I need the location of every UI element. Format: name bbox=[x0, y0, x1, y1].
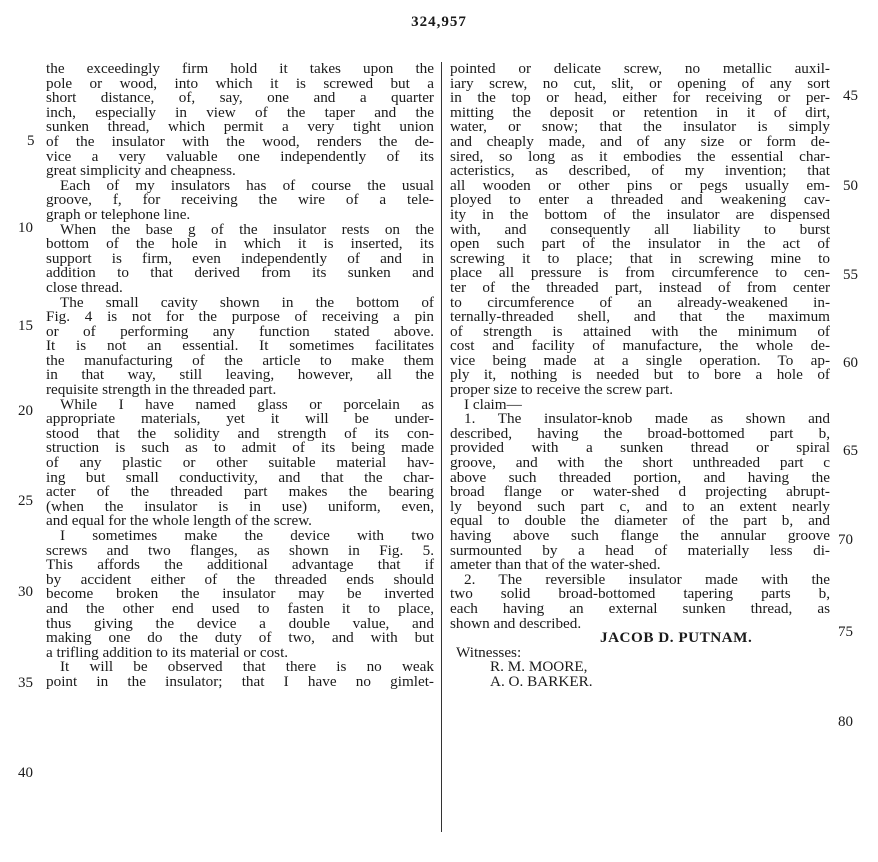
line-number-65: 65 bbox=[843, 443, 858, 459]
text-line: thus giving the device a double value, and bbox=[46, 614, 434, 632]
line-number-50: 50 bbox=[843, 178, 858, 194]
text-line: screwing it to place; that in screwing mine to bbox=[450, 249, 830, 267]
patent-number: 324,957 bbox=[411, 14, 467, 30]
text-line: vice being made at a single operation. To ap- bbox=[450, 351, 830, 369]
text-line: Each of my insulators has of course the usual bbox=[60, 176, 434, 194]
line-number-25: 25 bbox=[18, 493, 33, 509]
text-line: stood that the solidity and strength of its con- bbox=[46, 424, 434, 442]
text-line: I sometimes make the device with two bbox=[60, 527, 434, 544]
text-line: struction is such as to admit of its being made bbox=[46, 439, 434, 457]
text-line: to circumference of an already-weakened in- bbox=[450, 293, 830, 311]
text-line: ameter than that of the water-shed. bbox=[450, 556, 661, 574]
text-line: of any plastic or other suitable material hav- bbox=[46, 454, 434, 472]
text-line: While I have named glass or porcelain as bbox=[60, 395, 434, 413]
text-line: in that way, still leaving, however, all the bbox=[46, 366, 434, 384]
text-line: support is firm, even independently of and in bbox=[46, 249, 434, 267]
text-line: inch, especially in view of the taper and the bbox=[46, 103, 434, 121]
text-line: in the top or head, either for receiving or per- bbox=[450, 89, 830, 107]
text-line: vice a very valuable one independently of its bbox=[46, 147, 434, 165]
text-line: ply it, nothing is needed but to bore a hole of bbox=[450, 366, 830, 384]
text-line: screws and two flanges, as shown in Fig. 5. bbox=[46, 541, 434, 559]
text-line: 1. The insulator-knob made as shown and bbox=[464, 410, 830, 428]
line-number-75: 75 bbox=[838, 624, 853, 640]
right-text-column bbox=[450, 62, 830, 690]
line-number-40: 40 bbox=[18, 765, 33, 781]
witness-name: R. M. MOORE, bbox=[490, 658, 588, 676]
text-line: ly beyond such part c, and to an extent nearly bbox=[450, 497, 830, 515]
line-number-10: 10 bbox=[18, 220, 33, 236]
line-number-45: 45 bbox=[843, 88, 858, 104]
text-line: above such threaded portion, and having the bbox=[450, 468, 830, 486]
line-number-80: 80 bbox=[838, 714, 853, 730]
text-line: When the base g of the insulator rests on the bbox=[60, 220, 434, 238]
text-line: provided with a sunken thread or spiral bbox=[450, 439, 830, 457]
text-line: acteristics, as described, of my invention; that bbox=[450, 162, 830, 180]
text-line: water, or snow; that the insulator is simply bbox=[450, 118, 830, 136]
text-line: having above such flange the annular groove bbox=[450, 527, 830, 544]
text-line: become broken the insulator may be inverted bbox=[46, 585, 434, 603]
text-line: and equal for the whole length of the screw. bbox=[46, 512, 312, 530]
text-line: This affords the additional advantage that if bbox=[46, 556, 434, 574]
text-line: ternally-threaded shell, and that the maximum bbox=[450, 308, 830, 326]
line-number-20: 20 bbox=[18, 403, 33, 419]
witnesses-label: Witnesses: bbox=[456, 643, 522, 661]
text-line: open such part of the insulator in the act of bbox=[450, 235, 830, 253]
line-number-70: 70 bbox=[838, 532, 853, 548]
text-line: pointed or delicate screw, no metallic auxil- bbox=[450, 60, 830, 77]
text-line: of the insulator with the wood, renders the de- bbox=[46, 132, 434, 150]
text-line: of strength is attained with the minimum of bbox=[450, 322, 830, 340]
left-text-column bbox=[46, 62, 434, 690]
line-number-15: 15 bbox=[18, 318, 33, 334]
text-line: acter of the threaded part makes the bearing bbox=[46, 483, 434, 501]
text-line: and the other end used to fasten it to place, bbox=[46, 599, 434, 617]
text-line: a trifling addition to its material or cost. bbox=[46, 643, 289, 661]
text-line: all wooden or other pins or pegs usually em- bbox=[450, 176, 830, 194]
text-line: mitting the deposit or retention in it of dirt, bbox=[450, 103, 830, 121]
text-line: It is not an essential. It sometimes facilitates bbox=[46, 337, 434, 355]
text-line: by accident either of the threaded ends should bbox=[46, 570, 434, 588]
line-number-30: 30 bbox=[18, 584, 33, 600]
text-line: ployed to enter a threaded and weakening cav- bbox=[450, 191, 830, 209]
text-line: sunken thread, which permit a very tight union bbox=[46, 118, 434, 136]
text-line: point in the insulator; that I have no gimlet- bbox=[46, 672, 434, 690]
text-line: great simplicity and cheapness. bbox=[46, 162, 236, 180]
text-line: close thread. bbox=[46, 278, 123, 296]
text-line: pole or wood, into which it is screwed but a bbox=[46, 74, 434, 92]
text-line: appropriate materials, yet it will be under- bbox=[46, 410, 434, 428]
text-line: or of performing any function stated above. bbox=[46, 322, 434, 340]
column-divider bbox=[441, 62, 442, 832]
text-line: with, and consequently all liability to burst bbox=[450, 220, 830, 238]
text-line: surmounted by a head of materially less di- bbox=[450, 541, 830, 559]
text-line: 2. The reversible insulator made with the bbox=[464, 570, 830, 588]
text-line: shown and described. bbox=[450, 614, 582, 632]
text-line: sired, so long as it embodies the essential char- bbox=[450, 147, 830, 165]
text-line: It will be observed that there is no weak bbox=[60, 658, 434, 676]
text-line: bottom of the hole in which it is inserted, its bbox=[46, 235, 434, 253]
text-line: Fig. 4 is not for the purpose of receiving a pin bbox=[46, 308, 434, 326]
text-line: ter of the threaded part, instead of from center bbox=[450, 278, 830, 296]
text-line: place all pressure is from circumference to cen- bbox=[450, 264, 830, 282]
text-line: making one do the duty of two, and with but bbox=[46, 629, 434, 647]
text-line: described, having the broad-bottomed part b, bbox=[450, 424, 830, 442]
text-line: each having an external sunken thread, as bbox=[450, 599, 830, 617]
text-line: and cheaply made, and of any size or form de- bbox=[450, 132, 830, 150]
text-line: The small cavity shown in the bottom of bbox=[60, 293, 434, 311]
text-line: two solid broad-bottomed tapering parts b, bbox=[450, 585, 830, 603]
text-line: groove, f, for receiving the wire of a tele- bbox=[46, 191, 434, 209]
text-line: short distance, of, say, one and a quarter bbox=[46, 89, 434, 107]
text-line: I claim— bbox=[464, 395, 522, 413]
text-line: the exceedingly firm hold it takes upon the bbox=[46, 60, 434, 77]
text-line: the manufacturing of the article to make them bbox=[46, 351, 434, 369]
line-number-60: 60 bbox=[843, 355, 858, 371]
text-line: equal to double the diameter of the part b, and bbox=[450, 512, 830, 530]
line-number-5: 5 bbox=[27, 133, 35, 149]
text-line: proper size to receive the screw part. bbox=[450, 381, 674, 399]
text-line: requisite strength in the threaded part. bbox=[46, 381, 277, 399]
inventor-signature: JACOB D. PUTNAM. bbox=[600, 629, 753, 647]
text-line: broad flange or water-shed d projecting abrupt- bbox=[450, 483, 830, 501]
text-line: groove, and with the short unthreaded part c bbox=[450, 454, 830, 472]
text-line: ing but small conductivity, and that the char- bbox=[46, 468, 434, 486]
text-line: iary screw, no cut, slit, or opening of any sort bbox=[450, 74, 830, 92]
line-number-55: 55 bbox=[843, 267, 858, 283]
witness-name: A. O. BARKER. bbox=[490, 672, 593, 690]
text-line: addition to that derived from its sunken and bbox=[46, 264, 434, 282]
line-number-35: 35 bbox=[18, 675, 33, 691]
text-line: cost and facility of manufacture, the whole de- bbox=[450, 337, 830, 355]
text-line: graph or telephone line. bbox=[46, 205, 191, 223]
text-line: (when the insulator is in use) uniform, even, bbox=[46, 497, 434, 515]
text-line: ity in the bottom of the insulator are dispensed bbox=[450, 205, 830, 223]
